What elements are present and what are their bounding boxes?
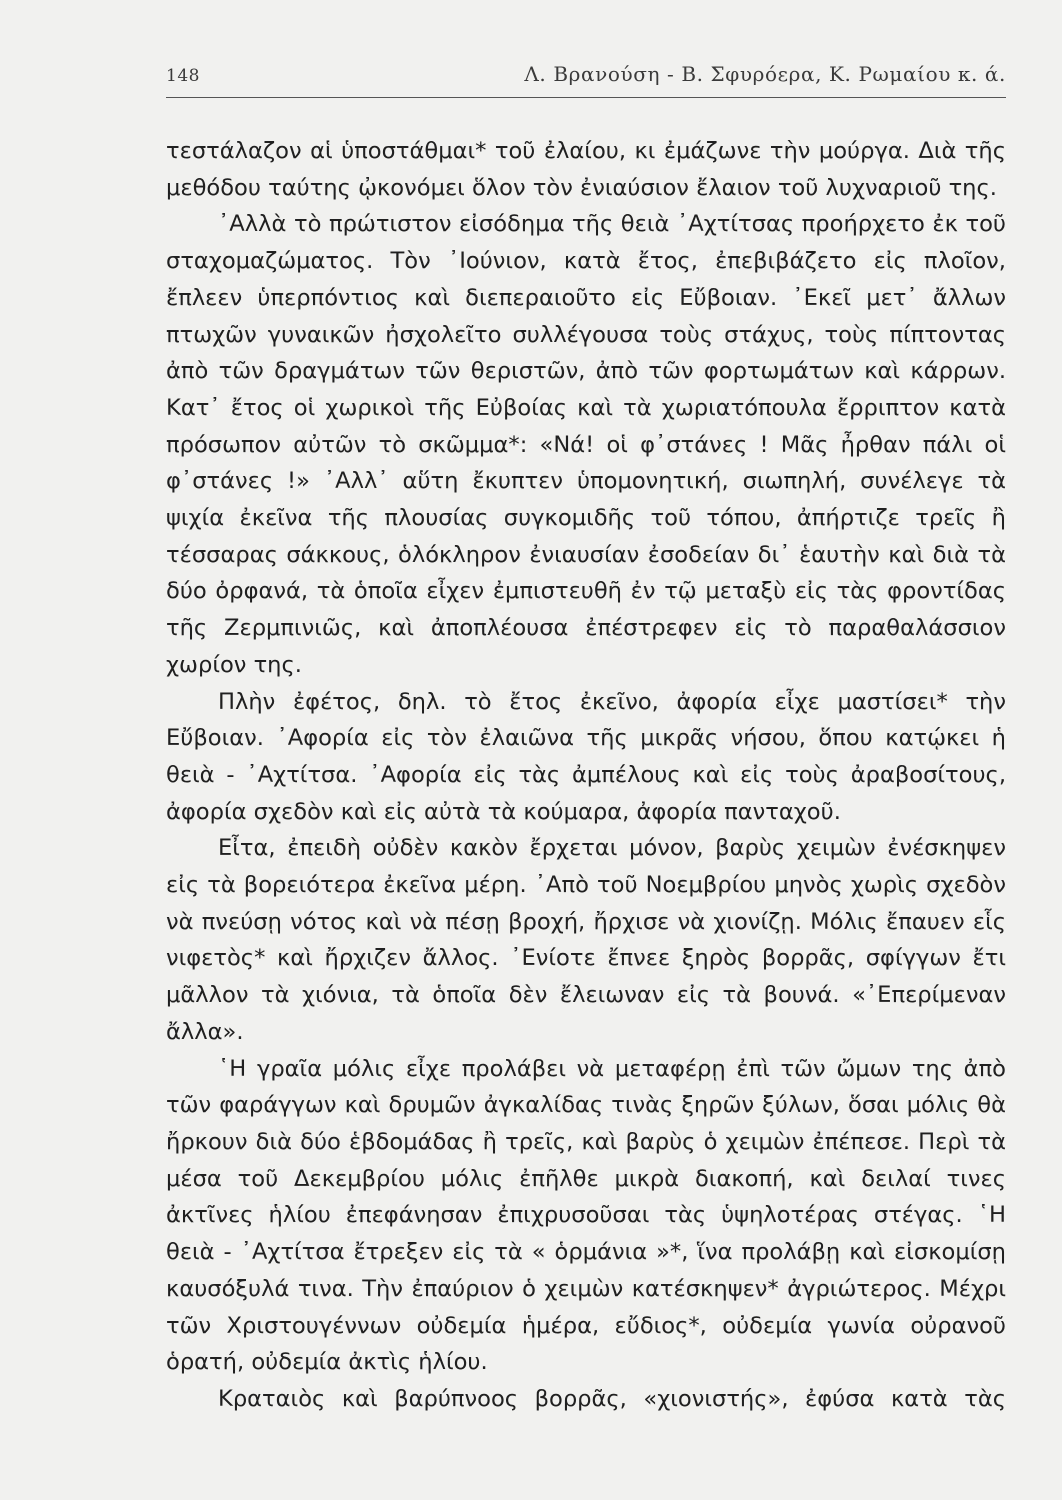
paragraph: Εἶτα, ἐπειδὴ οὐδὲν κακὸν ἔρχεται μόνον, βαρὺς χειμὼν ἐνέσκηψεν εἰς τὰ βορειότερα ἐκεῖνα μέρη. ᾿Απὸ τοῦ Νοεμβρίου μηνὸς χωρὶς σχεδὸν νὰ πνεύσῃ νότος καὶ νὰ πέσῃ βροχή, ἤρχισε νὰ χιονίζῃ. Μόλις ἔπαυεν εἷς νιφετὸς* καὶ ἤρχιζεν ἄλλος. ᾿Ενίοτε ἔπνεε ξηρὸς βορρᾶς, σφίγγων ἔτι μᾶλλον τὰ χιόνια, τὰ ὁποῖα δὲν ἔλειωναν εἰς τὰ βουνά. «᾿Επερίμεναν ἄλλα». <box>166 835 1006 1045</box>
paragraph-continued: τεστάλαζον αἱ ὑποστάθμαι* τοῦ ἐλαίου, κι ἐμάζωνε τὴν μούργα. Διὰ τῆς μεθόδου ταύτης ᾠκονόμει ὅλον τὸν ἐνιαύσιον ἔλαιον τοῦ λυχναριοῦ της. <box>166 138 1006 201</box>
running-header <box>166 62 1006 86</box>
paragraph: ῾Η γραῖα μόλις εἶχε προλάβει νὰ μεταφέρῃ ἐπὶ τῶν ὤμων της ἀπὸ τῶν φαράγγων καὶ δρυμῶν ἀγκαλίδας τινὰς ξηρῶν ξύλων, ὅσαι μόλις θὰ ἤρκουν διὰ δύο ἑβδομάδας ἢ τρεῖς, καὶ βαρὺς ὁ χειμὼν ἐπέπεσε. Περὶ τὰ μέσα τοῦ Δεκεμβρίου μόλις ἐπῆλθε μικρὰ διακοπή, καὶ δειλαί τινες ἀκτῖνες ἡλίου ἐπεφάνησαν ἐπιχρυσοῦσαι τὰς ὑψηλοτέρας στέγας. ῾Η θειὰ - ᾿Αχτίτσα ἔτρεξεν εἰς τὰ « ὁρμάνια »*, ἵνα προλάβῃ καὶ εἰσκομίσῃ καυσόξυλά τινα. Τὴν ἐπαύριον ὁ χειμὼν κατέσκηψεν* ἀγριώτερος. Μέχρι τῶν Χριστουγέννων οὐδεμία ἡμέρα, εὔδιος*, οὐδεμία γωνία οὐρανοῦ ὁρατή, οὐδεμία ἀκτὶς ἡλίου. <box>166 1055 1006 1376</box>
body-text <box>166 133 1006 1418</box>
paragraph: ᾿Αλλὰ τὸ πρώτιστον εἰσόδημα τῆς θειὰ ᾿Αχτίτσας προήρχετο ἐκ τοῦ σταχομαζώματος. Τὸν ᾿Ιούνιον, κατὰ ἔτος, ἐπεβιβάζετο εἰς πλοῖον, ἔπλεεν ὑπερπόντιος καὶ διεπεραιοῦτο εἰς Εὔβοιαν. ᾿Εκεῖ μετ᾿ ἄλλων πτωχῶν γυναικῶν ἠσχολεῖτο συλλέγουσα τοὺς στάχυς, τοὺς πίπτοντας ἀπὸ τῶν δραγμάτων τῶν θεριστῶν, ἀπὸ τῶν φορτωμάτων καὶ κάρρων. Κατ᾿ ἔτος οἱ χωρικοὶ τῆς Εὐβοίας καὶ τὰ χωριατόπουλα ἔρριπτον κατὰ πρόσωπον αὐτῶν τὸ σκῶμμα*: «Νά! οἱ φ᾿στάνες ! Μᾶς ἦρθαν πάλι οἱ φ᾿στάνες !» ᾿Αλλ᾿ αὕτη ἔκυπτεν ὑπομονητική, σιωπηλή, συνέλεγε τὰ ψιχία ἐκεῖνα τῆς πλουσίας συγκομιδῆς τοῦ τόπου, ἀπήρτιζε τρεῖς ἢ τέσσαρας σάκκους, ὁλόκληρον ἐνιαυσίαν ἐσοδείαν δι᾿ ἑαυτὴν καὶ διὰ τὰ δύο ὀρφανά, τὰ ὁποῖα εἶχεν ἐμπιστευθῆ ἐν τῷ μεταξὺ εἰς τὰς φροντίδας τῆς Ζερμπινιῶς, καὶ ἀποπλέουσα ἐπέστρεφεν εἰς τὸ παραθαλάσσιον χωρίον της. <box>166 211 1006 678</box>
page-number: 148 <box>166 66 200 86</box>
header-rule <box>166 97 1006 98</box>
paragraph-continuing: Κραταιὸς καὶ βαρύπνοος βορρᾶς, «χιονιστής», ἐφύσα κατὰ τὰς <box>218 1385 1006 1412</box>
running-title: Λ. Βρανούση - Β. Σφυρόερα, Κ. Ρωμαίου κ. ά. <box>524 62 1006 86</box>
paragraph: Πλὴν ἐφέτος, δηλ. τὸ ἔτος ἐκεῖνο, ἀφορία εἶχε μαστίσει* τὴν Εὔβοιαν. ᾿Αφορία εἰς τὸν ἐλαιῶνα τῆς μικρᾶς νήσου, ὅπου κατῴκει ἡ θειὰ - ᾿Αχτίτσα. ᾿Αφορία εἰς τὰς ἀμπέλους καὶ εἰς τοὺς ἀραβοσίτους, ἀφορία σχεδὸν καὶ εἰς αὐτὰ τὰ κούμαρα, ἀφορία πανταχοῦ. <box>166 688 1006 825</box>
